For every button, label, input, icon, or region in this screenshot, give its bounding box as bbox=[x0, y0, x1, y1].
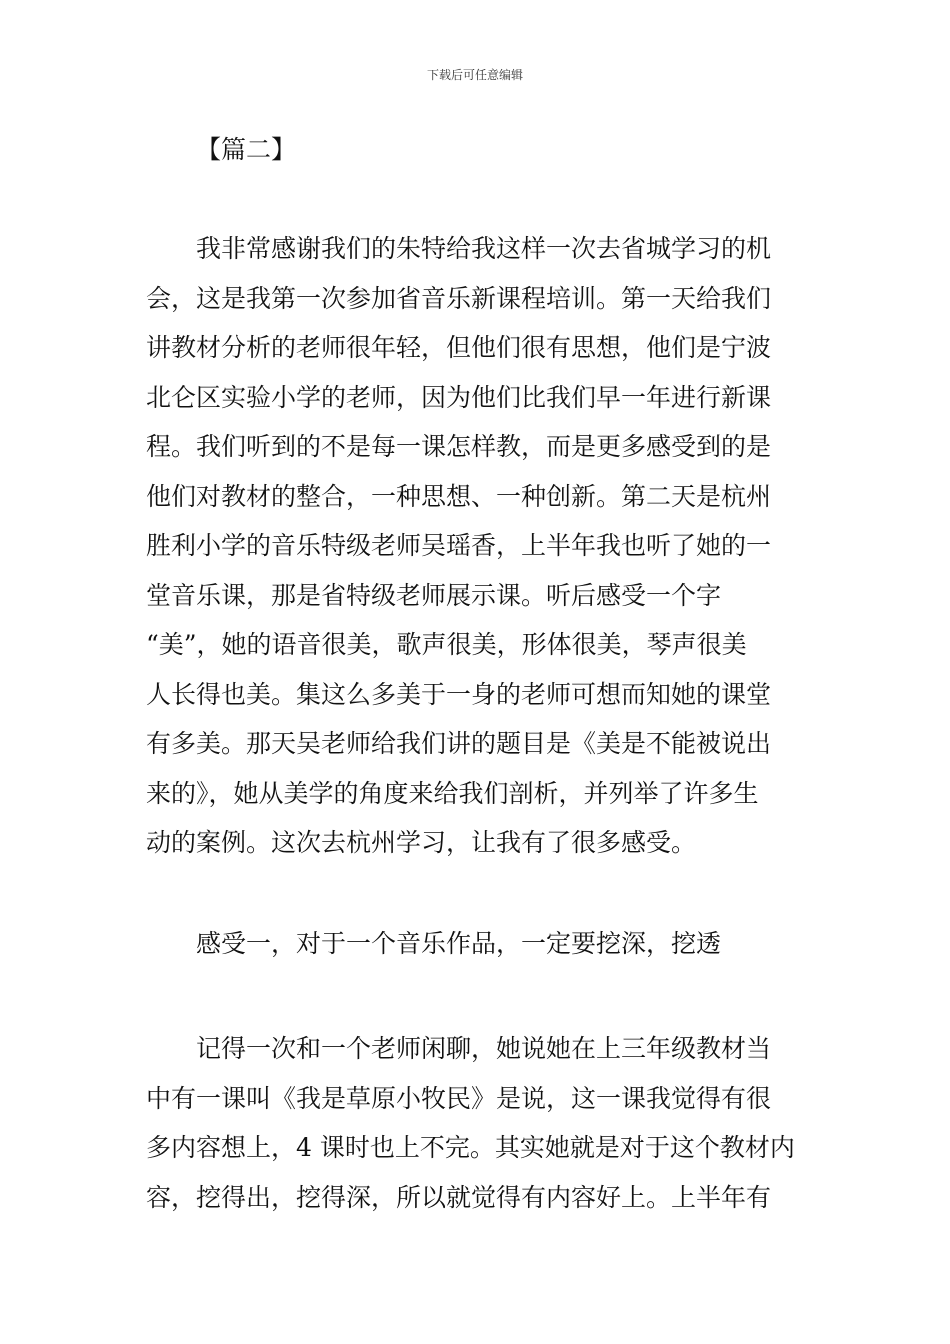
header-note: 下载后可任意编辑 bbox=[426, 68, 523, 82]
paragraph-line: 我非常感谢我们的朱特给我这样一次去省城学习的机 bbox=[146, 234, 772, 263]
paragraph-line: 讲教材分析的老师很年轻，但他们很有思想，他们是宁波 bbox=[146, 333, 772, 362]
body-paragraph-2 bbox=[146, 1024, 806, 1222]
paragraph-line: 动的案例。这次去杭州学习，让我有了很多感受。 bbox=[146, 828, 697, 857]
sub-heading: 感受一，对于一个音乐作品，一定要挖深，挖透 bbox=[196, 929, 722, 958]
paragraph-line: 中有一课叫《我是草原小牧民》是说，这一课我觉得有很 bbox=[146, 1083, 772, 1113]
paragraph-line: 有多美。那天吴老师给我们讲的题目是《美是不能被说出 bbox=[146, 729, 772, 758]
paragraph-line: 北仑区实验小学的老师，因为他们比我们早一年进行新课 bbox=[146, 382, 772, 412]
body-paragraph-1 bbox=[146, 224, 806, 868]
paragraph-line: 容，挖得出，挖得深，所以就觉得有内容好上。上半年有 bbox=[146, 1182, 772, 1212]
paragraph-line: 多内容想上，4 课时也上不完。其实她就是对于这个教材内 bbox=[146, 1133, 795, 1162]
paragraph-line: 记得一次和一个老师闲聊，她说她在上三年级教材当 bbox=[146, 1034, 772, 1063]
paragraph-line: 他们对教材的整合，一种思想、一种创新。第二天是杭州 bbox=[146, 481, 772, 511]
paragraph-line: 人长得也美。集这么多美于一身的老师可想而知她的课堂 bbox=[146, 679, 772, 709]
paragraph-line: 会，这是我第一次参加省音乐新课程培训。第一天给我们 bbox=[146, 283, 772, 313]
paragraph-line: 胜利小学的音乐特级老师吴瑶香，上半年我也听了她的一 bbox=[146, 531, 772, 560]
paragraph-line: 来的》，她从美学的角度来给我们剖析，并列举了许多生 bbox=[146, 778, 759, 808]
paragraph-line: 堂音乐课，那是省特级老师展示课。听后感受一个字 bbox=[146, 580, 722, 610]
section-title: 【篇二】 bbox=[196, 135, 297, 164]
paragraph-line: 程。我们听到的不是每一课怎样教，而是更多感受到的是 bbox=[146, 432, 772, 461]
paragraph-line: “美”，她的语音很美，歌声很美，形体很美，琴声很美 bbox=[146, 630, 747, 659]
